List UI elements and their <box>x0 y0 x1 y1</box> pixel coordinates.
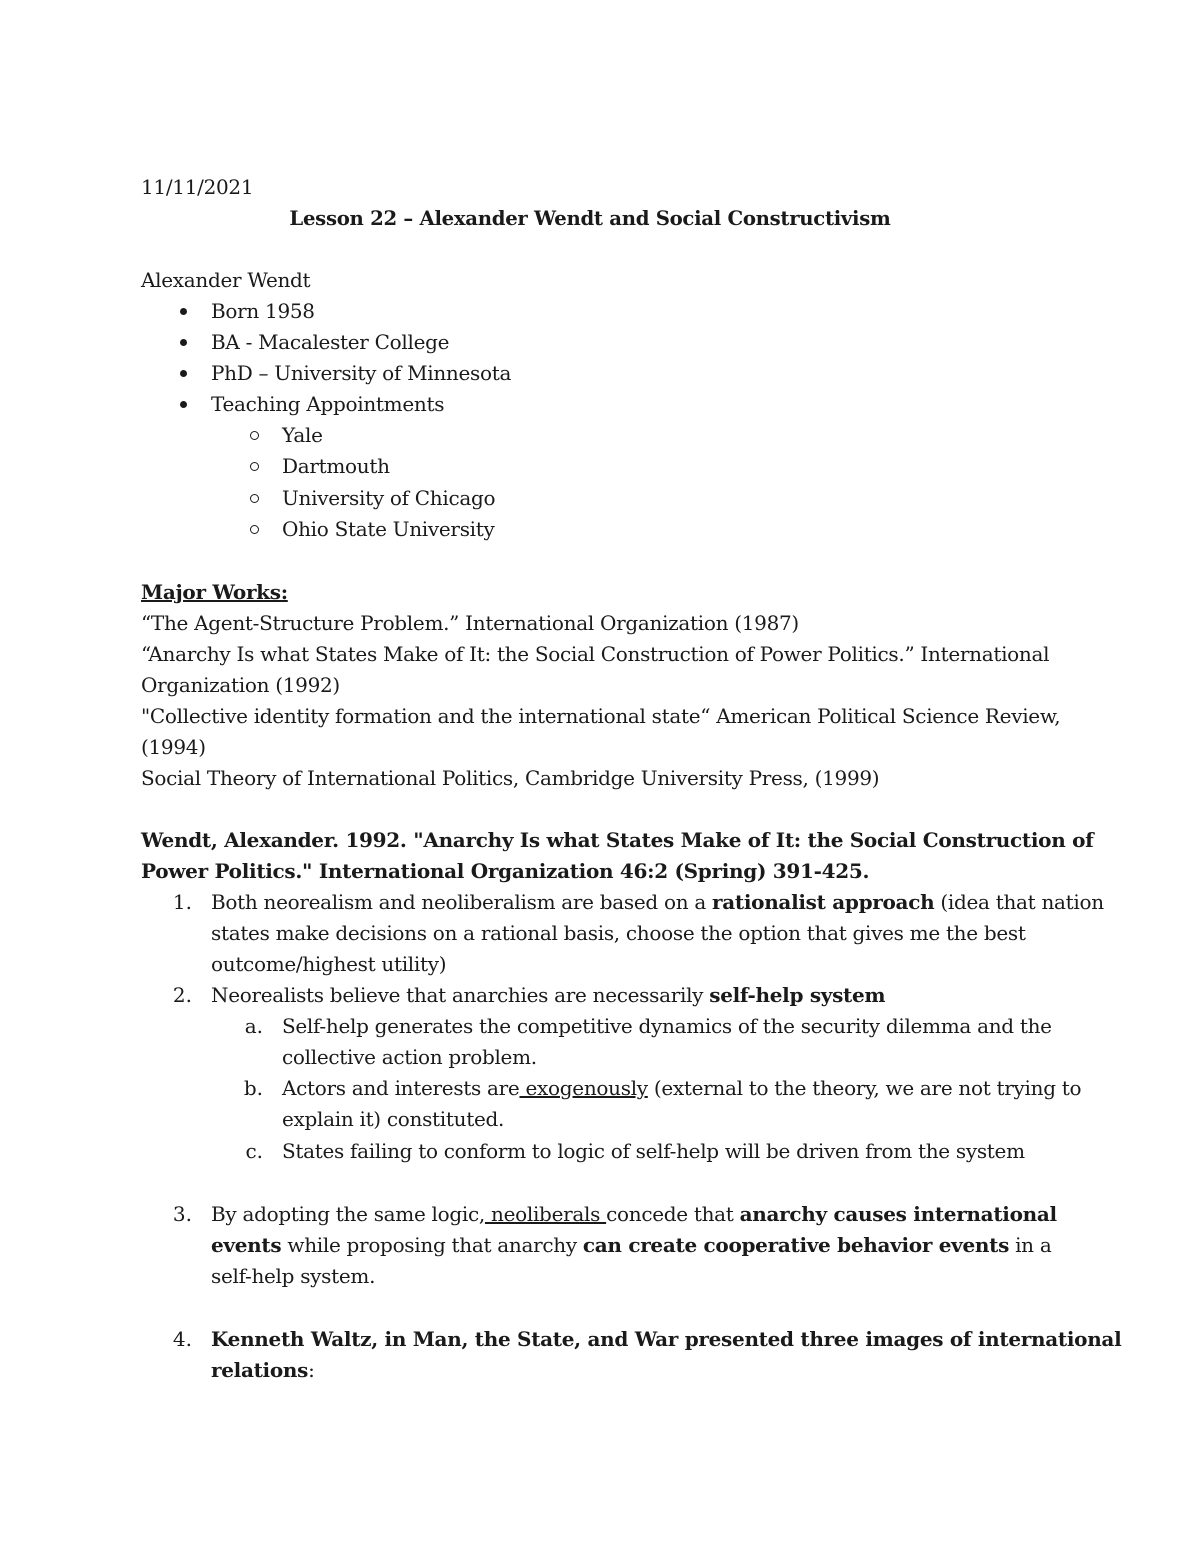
point-2b <box>282 1073 1081 1104</box>
bold-term: anarchy causes international <box>739 1202 1057 1226</box>
point-1 <box>211 887 1104 918</box>
appointment-item: Yale <box>282 423 323 447</box>
point-2 <box>211 980 885 1011</box>
text-run: By adopting the same logic, <box>211 1202 485 1226</box>
point-1-line: outcome/highest utility) <box>211 952 447 976</box>
appointment-item: University of Chicago <box>282 486 496 510</box>
list-letter: b. <box>243 1076 263 1100</box>
text-run: (external to the theory, we are not trying to <box>647 1076 1082 1100</box>
text-run: : <box>308 1358 315 1382</box>
bullet-icon <box>180 401 187 408</box>
bio-heading: Alexander Wendt <box>141 268 311 292</box>
bold-term: rationalist approach <box>712 890 935 914</box>
point-2a-line: collective action problem. <box>282 1045 537 1069</box>
bio-item: Teaching Appointments <box>211 392 445 416</box>
work-line: "Collective identity formation and the international state“ American Political Science Review, <box>141 704 1061 728</box>
point-3-line: self-help system. <box>211 1264 376 1288</box>
text-run: Both neorealism and neoliberalism are based on a <box>211 890 713 914</box>
circle-bullet-icon <box>250 462 259 471</box>
point-2c: States failing to conform to logic of self-help will be driven from the system <box>282 1139 1025 1163</box>
circle-bullet-icon <box>250 525 259 534</box>
point-2a: Self-help generates the competitive dynamics of the security dilemma and the <box>282 1014 1052 1038</box>
bullet-icon <box>180 339 187 346</box>
appointment-item: Dartmouth <box>282 454 390 478</box>
text-run: while proposing that anarchy <box>281 1233 583 1257</box>
point-3-line <box>211 1230 1051 1261</box>
list-number: 4. <box>172 1327 192 1351</box>
appointment-item: Ohio State University <box>282 517 495 541</box>
bold-term: self-help system <box>709 983 886 1007</box>
text-run: (idea that nation <box>934 890 1104 914</box>
point-1-line: states make decisions on a rational basis, choose the option that gives me the best <box>211 921 1026 945</box>
list-number: 1. <box>172 890 192 914</box>
work-line: (1994) <box>141 735 206 759</box>
bio-item: Born 1958 <box>211 299 315 323</box>
bio-item: BA - Macalester College <box>211 330 450 354</box>
list-number: 2. <box>172 983 192 1007</box>
bold-term: relations <box>211 1358 309 1382</box>
major-works-heading: Major Works: <box>141 580 288 604</box>
bio-item: PhD – University of Minnesota <box>211 361 512 385</box>
text-run: Neorealists believe that anarchies are necessarily <box>211 983 710 1007</box>
date: 11/11/2021 <box>141 175 254 199</box>
point-4: Kenneth Waltz, in Man, the State, and War presented three images of international <box>211 1327 1122 1351</box>
list-letter: c. <box>245 1139 263 1163</box>
citation: Wendt, Alexander. 1992. "Anarchy Is what States Make of It: the Social Construction of <box>141 828 1094 852</box>
work-line: “Anarchy Is what States Make of It: the Social Construction of Power Politics.” International <box>141 642 1050 666</box>
bold-term: can create cooperative behavior events <box>582 1233 1010 1257</box>
point-3 <box>211 1199 1057 1230</box>
circle-bullet-icon <box>250 494 259 503</box>
work-line: Social Theory of International Politics, Cambridge University Press, (1999) <box>141 766 880 790</box>
list-number: 3. <box>172 1202 192 1226</box>
work-line: “The Agent-Structure Problem.” International Organization (1987) <box>141 611 799 635</box>
bullet-icon <box>180 308 187 315</box>
text-run: concede that <box>606 1202 740 1226</box>
point-2b-line: explain it) constituted. <box>282 1107 505 1131</box>
text-run: in a <box>1009 1233 1052 1257</box>
underlined-term: exogenously <box>519 1076 648 1100</box>
text-run: Actors and interests are <box>282 1076 520 1100</box>
underlined-term: neoliberals <box>484 1202 607 1226</box>
bullet-icon <box>180 370 187 377</box>
lesson-title: Lesson 22 – Alexander Wendt and Social Constructivism <box>289 206 891 230</box>
bold-term: events <box>211 1233 282 1257</box>
work-line: Organization (1992) <box>141 673 340 697</box>
point-4-line <box>211 1355 315 1386</box>
citation: Power Politics." International Organization 46:2 (Spring) 391-425. <box>141 859 870 883</box>
list-letter: a. <box>244 1014 263 1038</box>
circle-bullet-icon <box>250 431 259 440</box>
